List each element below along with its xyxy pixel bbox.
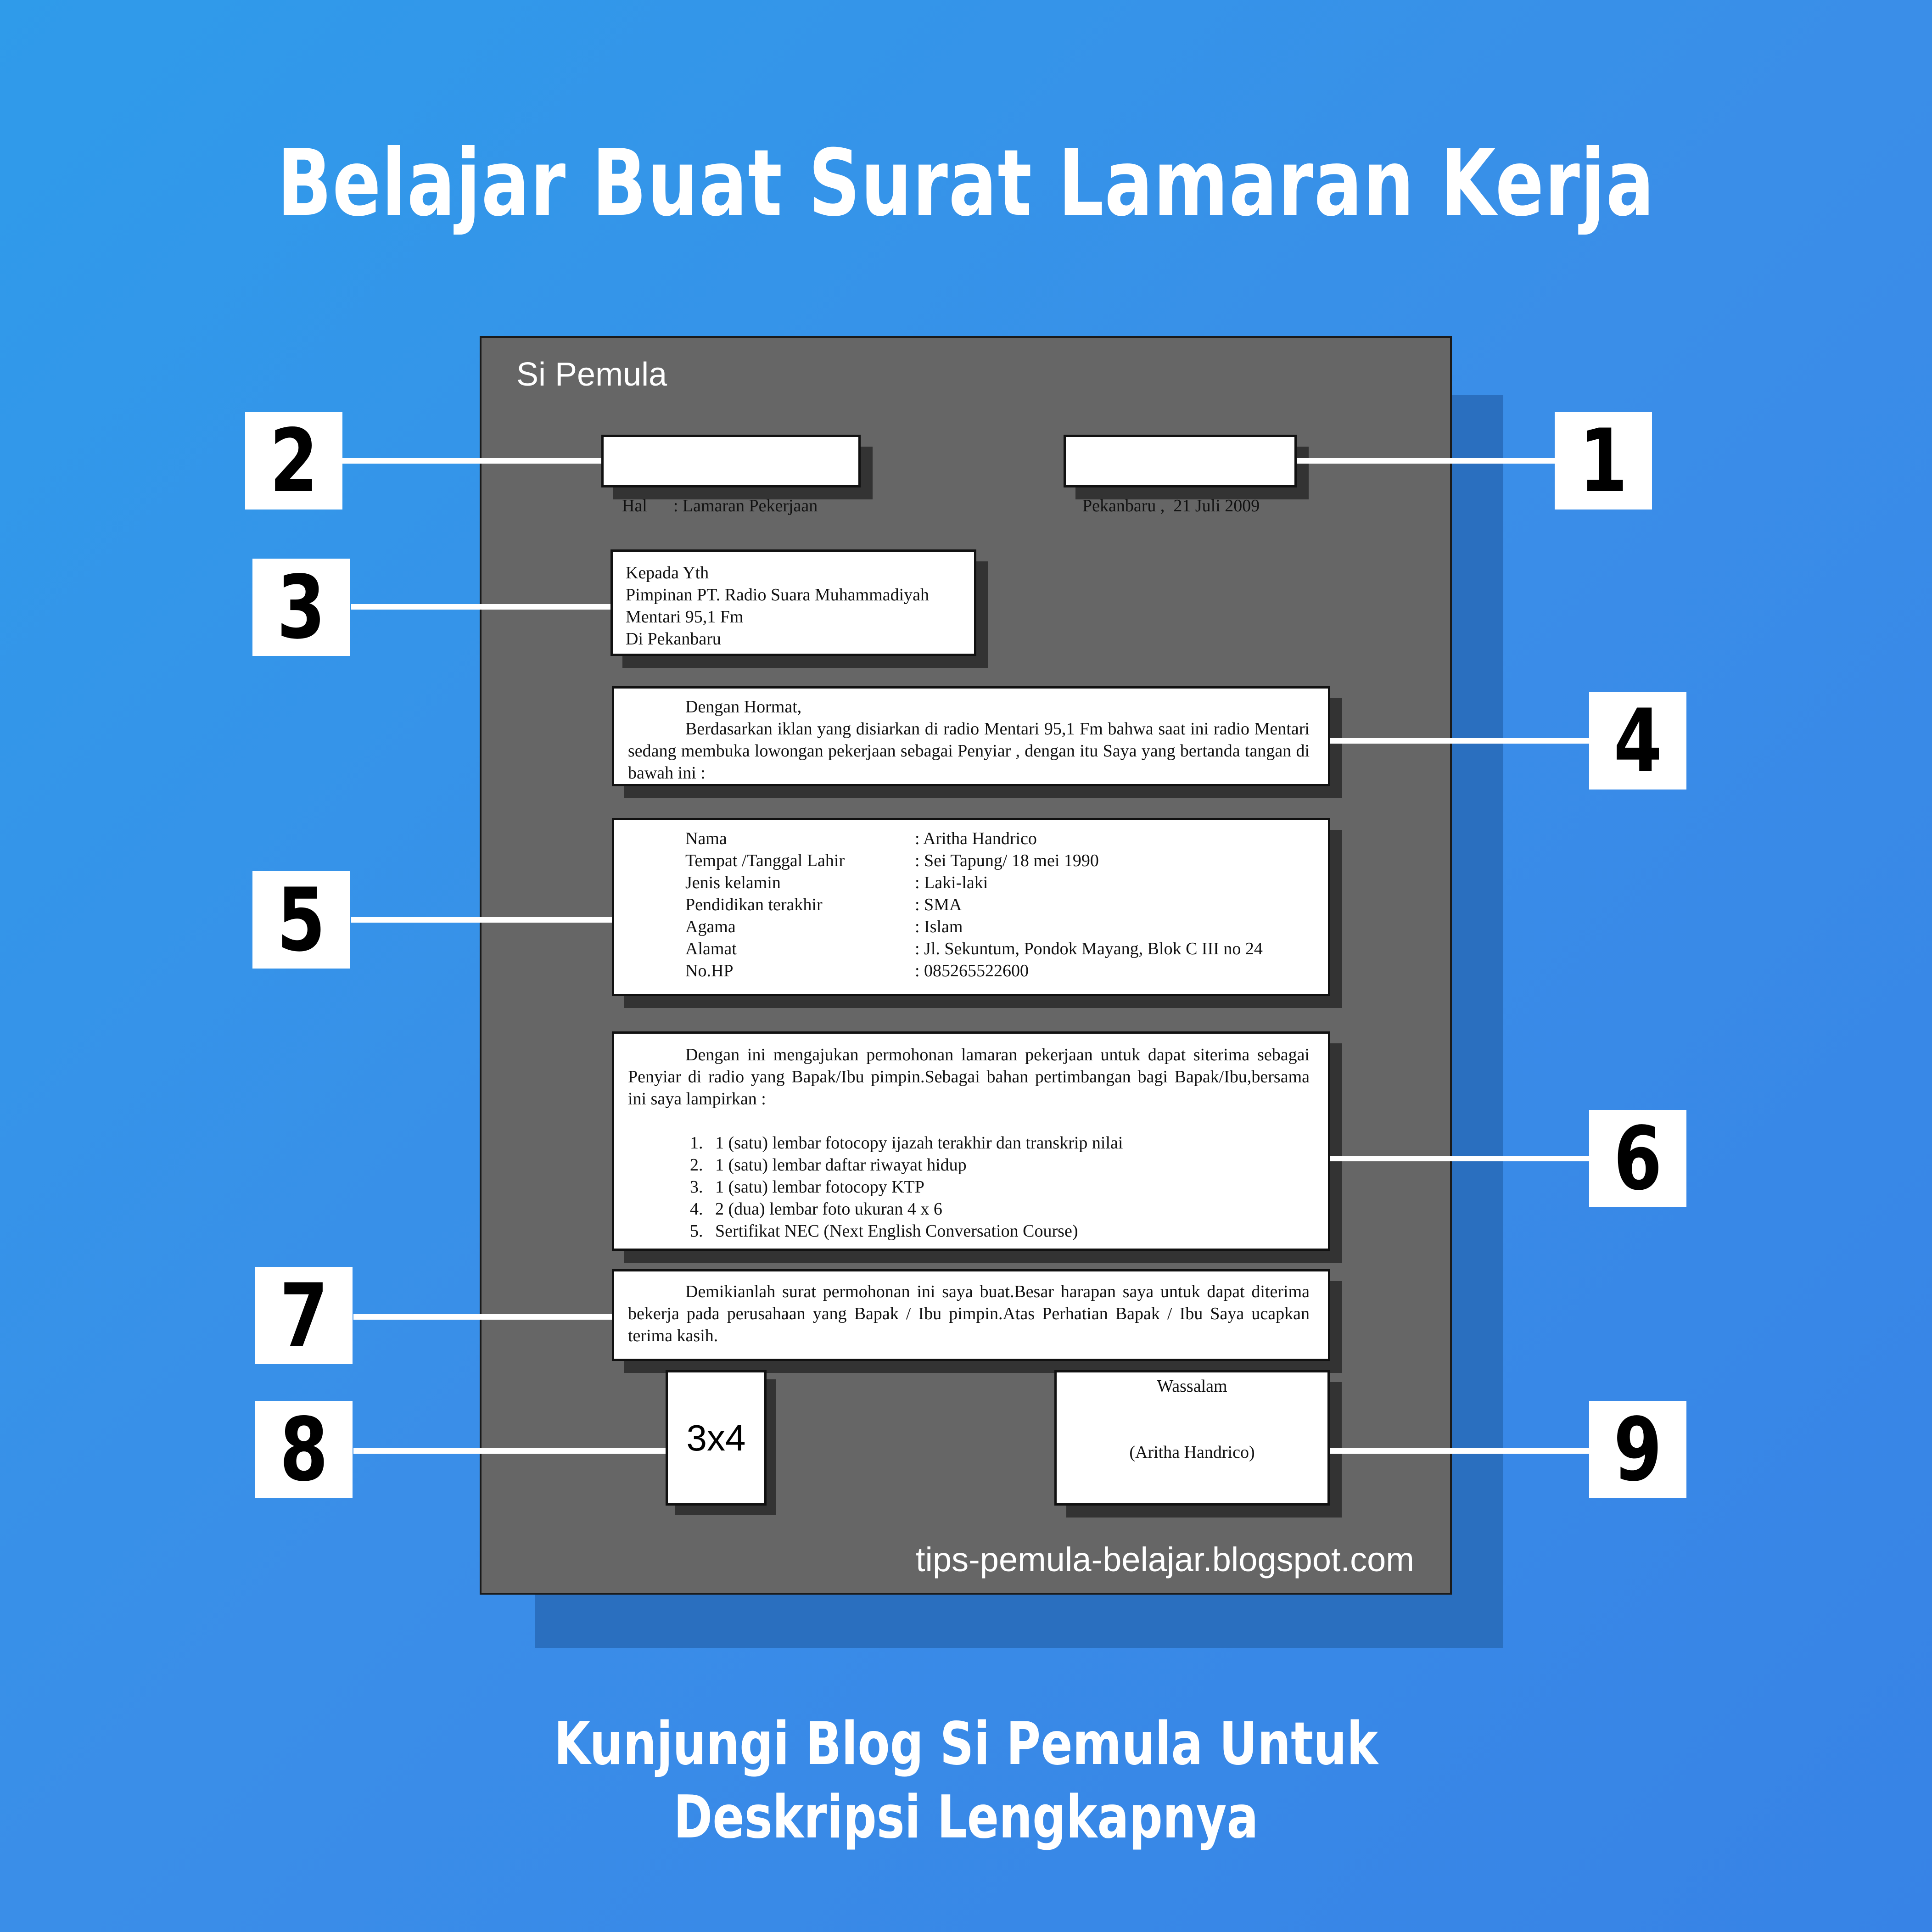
photo-placeholder: 3x4	[666, 1370, 767, 1506]
list-item: 4. 2 (dua) lembar foto ukuran 4 x 6	[690, 1199, 942, 1219]
identity-key: Jenis kelamin	[685, 873, 781, 892]
closing-box	[612, 1269, 1330, 1361]
list-item: 1. 1 (satu) lembar fotocopy ijazah terakhir dan transkrip nilai	[690, 1133, 1123, 1153]
label-9: 9	[1589, 1401, 1686, 1498]
identity-key: Alamat	[685, 939, 737, 958]
opening-box	[612, 686, 1330, 786]
identity-key: Tempat /Tanggal Lahir	[685, 851, 845, 870]
recipient-line: Kepada Yth	[626, 563, 709, 582]
list-item: 5. Sertifikat NEC (Next English Conversation Course)	[690, 1221, 1078, 1241]
identity-value: : SMA	[915, 895, 962, 914]
label-7: 7	[255, 1267, 353, 1364]
identity-value: : Laki-laki	[915, 873, 988, 892]
identity-value: : Jl. Sekuntum, Pondok Mayang, Blok C III no 24	[915, 939, 1263, 958]
label-3: 3	[252, 559, 350, 656]
connector-line	[351, 917, 612, 923]
identity-key: Nama	[685, 829, 727, 848]
connector-line	[1330, 738, 1592, 744]
identity-value: : Aritha Handrico	[915, 829, 1037, 848]
connector-line	[353, 1314, 612, 1320]
connector-line	[1297, 458, 1558, 464]
identity-row	[685, 894, 1314, 916]
recipient-line: Di Pekanbaru	[626, 629, 721, 649]
subject-text: Hal : Lamaran Pekerjaan	[622, 496, 818, 515]
label-4: 4	[1589, 692, 1686, 790]
identity-row	[685, 938, 1314, 960]
identity-row	[685, 872, 1314, 894]
list-item: 3. 1 (satu) lembar fotocopy KTP	[690, 1177, 924, 1197]
recipient-line: Pimpinan PT. Radio Suara Muhammadiyah	[626, 585, 930, 605]
identity-row	[685, 850, 1314, 872]
application-box	[612, 1031, 1330, 1251]
recipient-line: Mentari 95,1 Fm	[626, 607, 744, 627]
connector-line	[351, 604, 610, 610]
identity-row	[685, 960, 1314, 982]
greeting-text: Dengan Hormat,	[685, 697, 802, 717]
identity-value: : Sei Tapung/ 18 mei 1990	[915, 851, 1099, 870]
connector-line	[1330, 1448, 1592, 1454]
recipient-box	[610, 549, 976, 656]
list-item: 2. 1 (satu) lembar daftar riwayat hidup	[690, 1155, 967, 1175]
date-text: Pekanbaru , 21 Juli 2009	[1082, 496, 1260, 515]
identity-key: No.HP	[685, 961, 734, 980]
attachment-list	[628, 1132, 1310, 1242]
page-title: Belajar Buat Surat Lamaran Kerja	[277, 130, 1655, 237]
subject-box	[601, 435, 861, 515]
connector-line	[1330, 1156, 1592, 1161]
identity-value: : 085265522600	[915, 961, 1029, 980]
identity-key: Agama	[685, 917, 736, 936]
footer-text	[193, 1708, 1739, 1854]
identity-row	[685, 828, 1314, 850]
label-6: 6	[1589, 1110, 1686, 1207]
identity-value: : Islam	[915, 917, 963, 936]
identity-row	[685, 916, 1314, 938]
signature-box	[1054, 1370, 1330, 1506]
footer-line: Deskripsi Lengkapnya	[673, 1783, 1259, 1852]
brand-label: Si Pemula	[516, 356, 667, 393]
site-url: tips-pemula-belajar.blogspot.com	[916, 1540, 1414, 1579]
label-8: 8	[255, 1401, 353, 1498]
connector-line	[342, 458, 601, 464]
identity-box	[612, 818, 1330, 996]
identity-key: Pendidikan terakhir	[685, 895, 823, 914]
application-body: Dengan ini mengajukan permohonan lamaran pekerjaan untuk dapat siterima sebagai Penyiar di radio yang Bapak/Ibu pimpin.Sebagai bahan pertimbangan bagi Bapak/Ibu,bersama ini saya lampirkan :	[628, 1045, 1310, 1109]
date-box	[1064, 435, 1297, 515]
footer-line: Kunjungi Blog Si Pemula Untuk	[554, 1710, 1378, 1778]
label-5: 5	[252, 871, 350, 969]
label-2: 2	[245, 412, 342, 510]
label-1: 1	[1555, 412, 1652, 510]
closing-body: Demikianlah surat permohonan ini saya buat.Besar harapan saya untuk dapat diterima bekerja pada perusahaan yang Bapak / Ibu pimpin.Atas Perhatian Bapak / Ibu Saya ucapkan terima kasih.	[628, 1282, 1310, 1345]
opening-body: Berdasarkan iklan yang disiarkan di radio Mentari 95,1 Fm bahwa saat ini radio Mentari sedang membuka lowongan pekerjaan sebagai Penyiar , dengan itu Saya yang bertanda tangan di bawah ini :	[628, 719, 1310, 783]
signature-salam: Wassalam	[1157, 1377, 1227, 1396]
connector-line	[353, 1448, 666, 1454]
signature-name: (Aritha Handrico)	[1129, 1443, 1255, 1462]
